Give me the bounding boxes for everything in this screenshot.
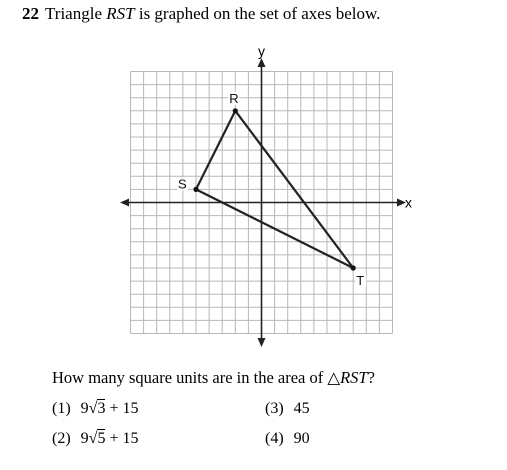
choice-1-number: (1): [52, 400, 71, 417]
vertex-label-s: S: [178, 176, 187, 192]
area-prompt: [52, 368, 375, 388]
choice-2-rest: + 15: [105, 430, 139, 447]
vertex-t: [351, 265, 356, 270]
prompt-triangle-name: RST: [340, 368, 368, 387]
choice-3-number: (3): [265, 400, 284, 417]
question-number: 22: [22, 4, 39, 23]
vertex-s: [193, 187, 198, 192]
x-axis-arrow-left: [120, 199, 129, 207]
triangle-symbol: △: [327, 368, 341, 387]
radical-sign: √: [88, 430, 98, 447]
choice-2-coef: 9: [80, 430, 89, 447]
radical-sign: √: [88, 400, 98, 417]
choice-4-number: (4): [265, 430, 284, 447]
choice-1-radicand: 3: [97, 400, 106, 417]
prompt-question-mark: ?: [367, 368, 375, 387]
choice-1-sqrt: [89, 400, 106, 418]
question-triangle-name: RST: [106, 4, 135, 23]
question-text-end: is graphed on the set of axes below.: [134, 4, 381, 23]
vertex-r: [233, 108, 238, 113]
coordinate-graph: [118, 44, 418, 350]
choice-2-sqrt: [89, 430, 106, 448]
y-axis-arrow-up: [258, 58, 266, 67]
choice-1-rest: + 15: [105, 400, 139, 417]
choice-2-number: (2): [52, 430, 71, 447]
question-text-start: Triangle: [45, 4, 107, 23]
question-heading: [22, 4, 380, 24]
x-axis-label: x: [405, 194, 412, 211]
y-axis-label: y: [258, 44, 265, 59]
choice-3[interactable]: [265, 400, 310, 418]
vertex-label-t: T: [356, 273, 365, 288]
choice-1[interactable]: [52, 400, 138, 418]
choice-2[interactable]: [52, 430, 138, 448]
choice-4[interactable]: [265, 430, 310, 448]
choice-4-text: 90: [293, 430, 310, 447]
choice-1-coef: 9: [80, 400, 89, 417]
choice-3-text: 45: [293, 400, 310, 417]
axes: [120, 58, 406, 347]
vertex-label-r: R: [229, 90, 239, 106]
prompt-text: How many square units are in the area of: [52, 368, 328, 387]
choice-2-radicand: 5: [97, 430, 106, 447]
y-axis-arrow-down: [258, 338, 266, 347]
